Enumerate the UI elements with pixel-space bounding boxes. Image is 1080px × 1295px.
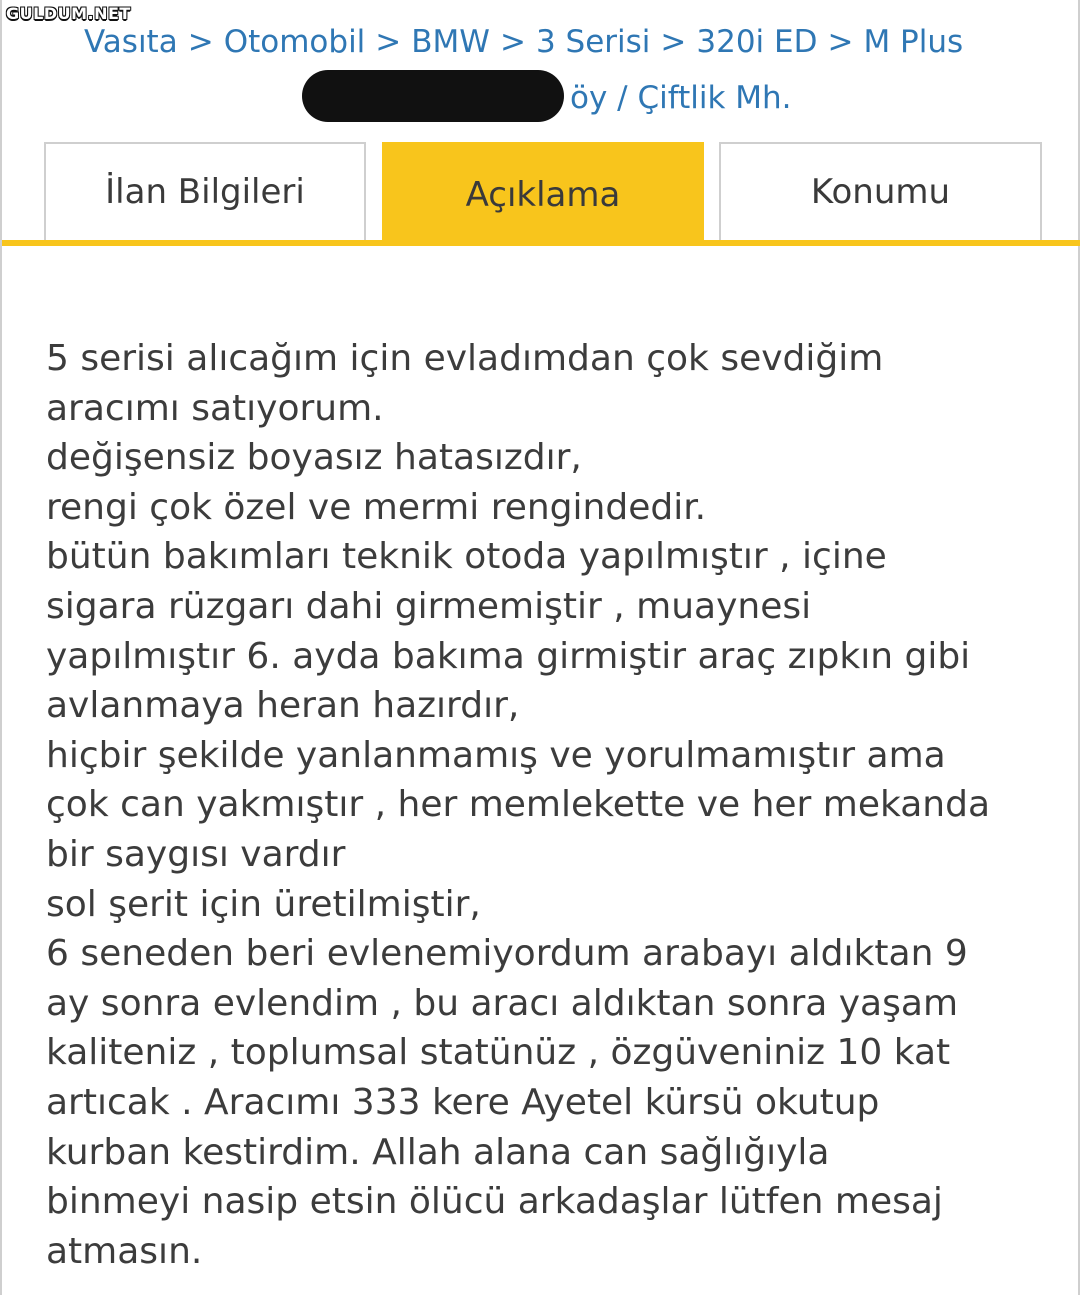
location-text[interactable]: öy / Çiftlik Mh. [570,80,792,116]
description-line: yapılmıştır 6. ayda bakıma girmiştir araç zıpkın gibi [46,635,971,677]
breadcrumb-separator: > [187,24,214,60]
description-line: kaliteniz , toplumsal statünüz , özgüveniniz 10 kat [46,1032,951,1074]
tab-aciklama[interactable] [382,142,704,246]
description-line: ay sonra evlendim , bu aracı aldıktan sonra yaşam [46,982,959,1024]
description-line: kurban kestirdim. Allah alana can sağlığıyla [46,1131,830,1173]
breadcrumb-item-m-plus[interactable]: M Plus [863,24,964,60]
description-line: atmasın. [46,1230,203,1272]
breadcrumb-item-bmw[interactable]: BMW [411,24,490,60]
tab-label: Konumu [810,172,951,212]
description-line: rengi çok özel ve mermi rengindedir. [46,486,707,528]
breadcrumb-item-320i-ed[interactable]: 320i ED [696,24,818,60]
description-line: bütün bakımları teknik otoda yapılmıştır , içine [46,536,887,578]
active-tab-underline [2,240,1080,246]
description-line: artıcak . Aracımı 333 kere Ayetel kürsü okutup [46,1081,880,1123]
description-line: 5 serisi alıcağım için evladımdan çok sevdiğim [46,338,884,379]
breadcrumb [84,24,963,60]
description-line: sol şerit için üretilmiştir, [46,883,481,925]
tab-label: Açıklama [465,175,621,215]
description-line: hiçbir şekilde yanlanmamış ve yorulmamıştır ama [46,734,946,776]
description-line: sigara rüzgarı dahi girmemiştir , muaynesi [46,585,812,627]
breadcrumb-item-3-serisi[interactable]: 3 Serisi [535,24,651,60]
description-line: 6 seneden beri evlenemiyordum arabayı aldıktan 9 [46,933,968,975]
description-line: binmeyi nasip etsin ölücü arkadaşlar lütfen mesaj [46,1181,943,1223]
tab-label: İlan Bilgileri [105,172,305,212]
watermark-logo: GULDUM.NET [6,4,131,23]
breadcrumb-separator: > [375,24,402,60]
description-line: avlanmaya heran hazırdır, [46,685,520,727]
description-line: çok can yakmıştır , her memlekette ve her mekanda [46,784,991,826]
tab-konumu[interactable] [719,142,1042,240]
breadcrumb-separator: > [660,24,687,60]
description-line: aracımı satıyorum. [46,387,384,429]
breadcrumb-item-vasita[interactable]: Vasıta [84,24,178,60]
description-text [46,334,1056,1276]
tab-ilan-bilgileri[interactable] [44,142,366,240]
description-line: bir saygısı vardır [46,833,346,875]
breadcrumb-item-otomobil[interactable]: Otomobil [223,24,366,60]
breadcrumb-separator: > [499,24,526,60]
breadcrumb-separator: > [827,24,854,60]
tab-bar [44,142,1042,246]
redaction-bar [302,70,564,122]
description-line: değişensiz boyasız hatasızdır, [46,437,582,479]
